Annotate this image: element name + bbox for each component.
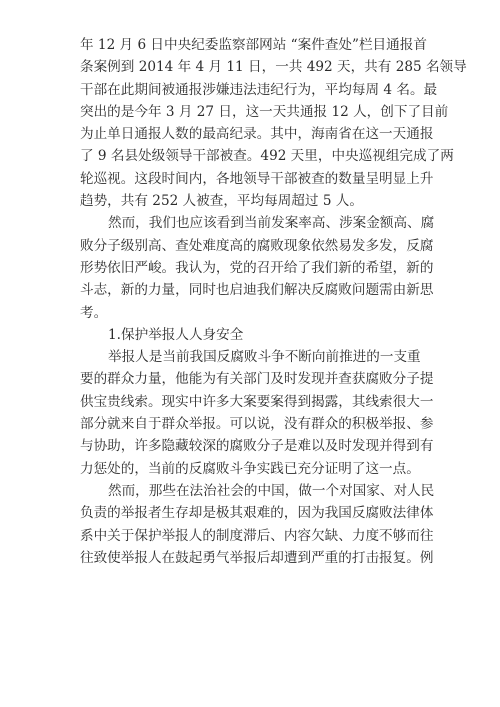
text-line: 然而，我们也应该看到当前发案率高、涉案金额高、腐 <box>108 215 435 232</box>
paragraph-1 <box>80 34 467 212</box>
section-heading <box>80 324 422 346</box>
text-line: 趋势，共有 252 人被查，平均每周超过 5 人。 <box>80 193 363 210</box>
paragraph-4 <box>80 480 435 569</box>
text-line: 往致使举报人在鼓起勇气举报后却遭到严重的打击报复。例 <box>80 549 434 566</box>
text-line: 年 12 月 6 日中央纪委监察部网站 “案件查处”栏目通报首 <box>80 37 427 53</box>
text-line: 了 9 名县处级领导干部被查。492 天里，中央巡视组完成了两 <box>80 148 454 165</box>
text-line: 力惩处的，当前的反腐败斗争实践已充分证明了这一点。 <box>80 460 420 477</box>
text-line: 考。 <box>80 304 108 321</box>
text-line: 要的群众力量，他能为有关部门及时发现并查获腐败分子提 <box>80 371 434 388</box>
document-body <box>80 34 467 569</box>
paragraph-3 <box>80 346 434 480</box>
text-line: 供宝贵线索。现实中许多大案要案得到揭露，其线索很大一 <box>80 393 434 410</box>
paragraph-2 <box>80 212 435 323</box>
text-line: 与协助，许多隐藏较深的腐败分子是难以及时发现并得到有 <box>80 438 434 455</box>
text-line: 举报人是当前我国反腐败斗争不断向前推进的一支重 <box>108 349 421 366</box>
text-line: 负责的举报者生存却是极其艰难的，因为我国反腐败法律体 <box>80 505 434 522</box>
text-line: 斗志，新的力量，同时也启迪我们解决反腐败问题需由新思 <box>80 282 434 299</box>
text-line: 轮巡视。这段时间内，各地领导干部被查的数量呈明显上升 <box>80 170 434 187</box>
text-line: 败分子级别高、查处难度高的腐败现象依然易发多发，反腐 <box>80 237 434 254</box>
heading-text: 1.保护举报人人身安全 <box>108 326 244 343</box>
text-line: 为止单日通报人数的最高纪录。其中，海南省在这一天通报 <box>80 126 434 143</box>
text-line: 部分就来自于群众举报。可以说，没有群众的积极举报、参 <box>80 416 434 433</box>
text-line: 然而，那些在法治社会的中国，做一个对国家、对人民 <box>108 482 435 499</box>
text-line: 形势依旧严峻。我认为，党的召开给了我们新的希望，新的 <box>80 259 434 276</box>
text-line: 条案例到 2014 年 4 月 11 日，一共 492 天，共有 285 名领导 <box>80 59 467 76</box>
text-line: 突出的是今年 3 月 27 日，这一天共通报 12 人，创下了目前 <box>80 103 449 120</box>
text-line: 系中关于保护举报人的制度滞后、内容欠缺、力度不够而往 <box>80 527 434 544</box>
text-line: 干部在此期间被通报涉嫌违法违纪行为，平均每周 4 名。最 <box>80 81 438 98</box>
